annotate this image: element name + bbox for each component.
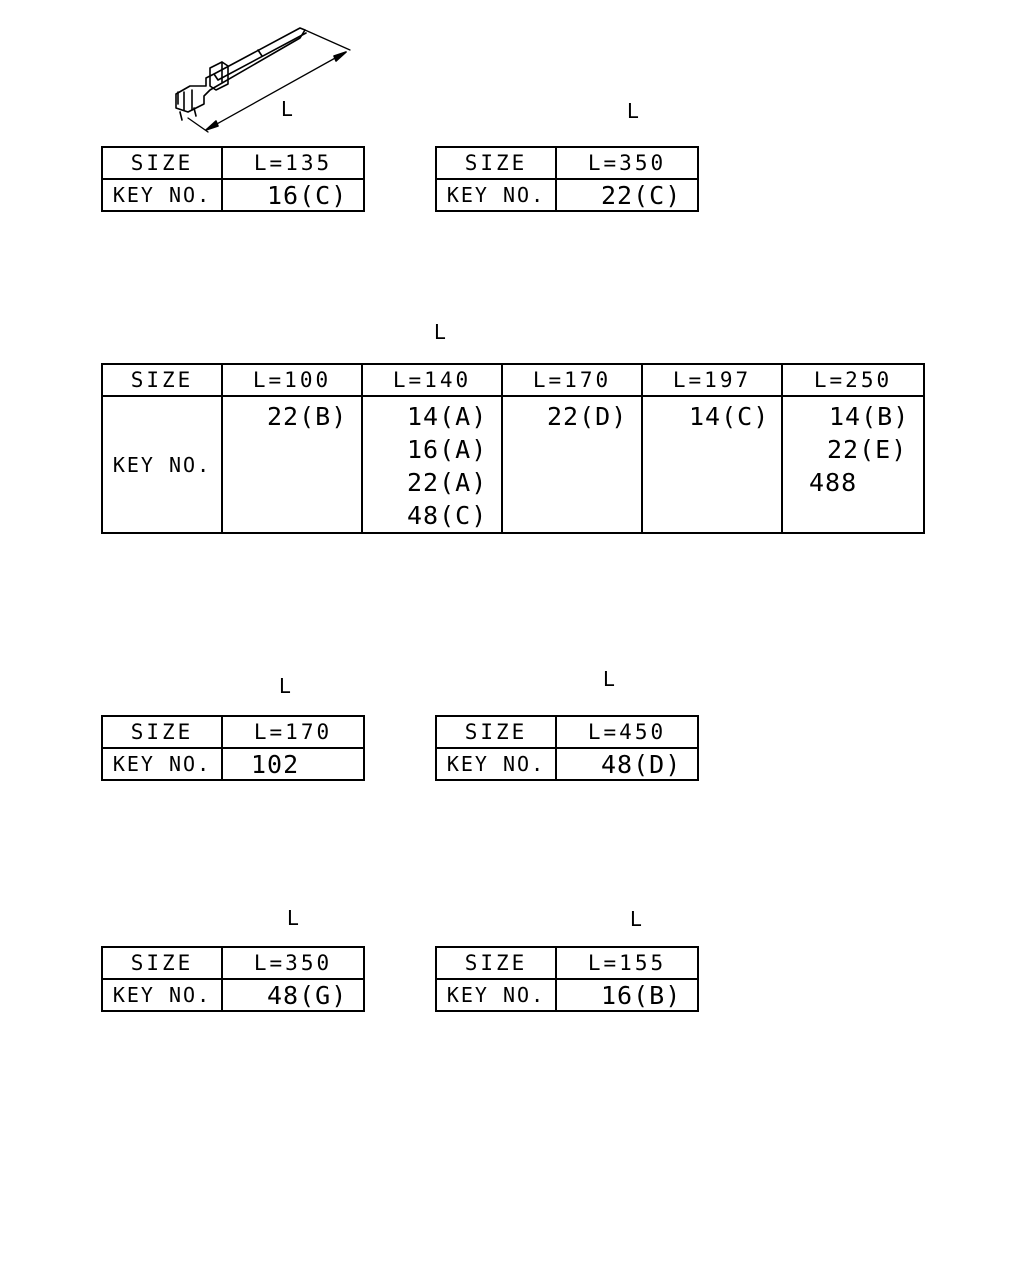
size-label: SIZE — [436, 947, 556, 979]
key-no-value: 22(D) — [547, 402, 628, 431]
key-no-value: 22(C) — [556, 179, 698, 211]
size-value: L=155 — [556, 947, 698, 979]
key-no-values-col-2 — [362, 396, 502, 533]
dimension-label-2: L — [627, 99, 639, 123]
size-value: L=450 — [556, 716, 698, 748]
size-label: SIZE — [102, 716, 222, 748]
key-no-value: 16(B) — [556, 979, 698, 1011]
key-no-values-col-3 — [502, 396, 642, 533]
key-no-value: 102 — [222, 748, 364, 780]
dimension-label-1: L — [281, 97, 293, 121]
key-no-label: KEY NO. — [436, 748, 556, 780]
dimension-label-7: L — [630, 907, 642, 931]
key-no-value: 48(G) — [222, 979, 364, 1011]
size-table-3 — [101, 363, 925, 534]
key-no-value: 14(B) — [829, 402, 910, 431]
size-table-4 — [101, 715, 365, 781]
size-table-2 — [435, 146, 699, 212]
size-table-1 — [101, 146, 365, 212]
size-value-col-5: L=250 — [782, 364, 924, 396]
size-value-col-4: L=197 — [642, 364, 782, 396]
size-table-7 — [435, 946, 699, 1012]
dimension-label-4: L — [279, 674, 291, 698]
size-value-col-2: L=140 — [362, 364, 502, 396]
key-no-value: 16(A) — [407, 435, 488, 464]
key-no-label: KEY NO. — [436, 179, 556, 211]
key-no-value: 14(C) — [689, 402, 770, 431]
key-no-label: KEY NO. — [436, 979, 556, 1011]
key-no-value: 14(A) — [407, 402, 488, 431]
key-no-label: KEY NO. — [102, 979, 222, 1011]
size-value: L=135 — [222, 147, 364, 179]
size-label: SIZE — [436, 716, 556, 748]
key-no-value: 48(D) — [556, 748, 698, 780]
key-no-value: 22(E) — [827, 435, 908, 464]
dimension-label-3: L — [434, 320, 446, 344]
key-no-values-col-5 — [782, 396, 924, 533]
key-no-value: 22(B) — [267, 402, 348, 431]
cable-tie-drawing-1 — [176, 28, 350, 132]
key-no-values-col-4 — [642, 396, 782, 533]
dimension-label-5: L — [603, 667, 615, 691]
dimension-label-6: L — [287, 906, 299, 930]
size-value: L=350 — [556, 147, 698, 179]
size-value: L=170 — [222, 716, 364, 748]
size-value: L=350 — [222, 947, 364, 979]
key-no-value: 16(C) — [222, 179, 364, 211]
key-no-values-col-1 — [222, 396, 362, 533]
size-label: SIZE — [436, 147, 556, 179]
size-table-5 — [435, 715, 699, 781]
size-value-col-3: L=170 — [502, 364, 642, 396]
size-value-col-1: L=100 — [222, 364, 362, 396]
key-no-label: KEY NO. — [102, 396, 222, 533]
key-no-label: KEY NO. — [102, 748, 222, 780]
key-no-label: KEY NO. — [102, 179, 222, 211]
size-label: SIZE — [102, 364, 222, 396]
size-label: SIZE — [102, 147, 222, 179]
key-no-value: 488 — [809, 468, 858, 497]
key-no-value: 48(C) — [407, 501, 488, 530]
key-no-value: 22(A) — [407, 468, 488, 497]
size-table-6 — [101, 946, 365, 1012]
size-label: SIZE — [102, 947, 222, 979]
